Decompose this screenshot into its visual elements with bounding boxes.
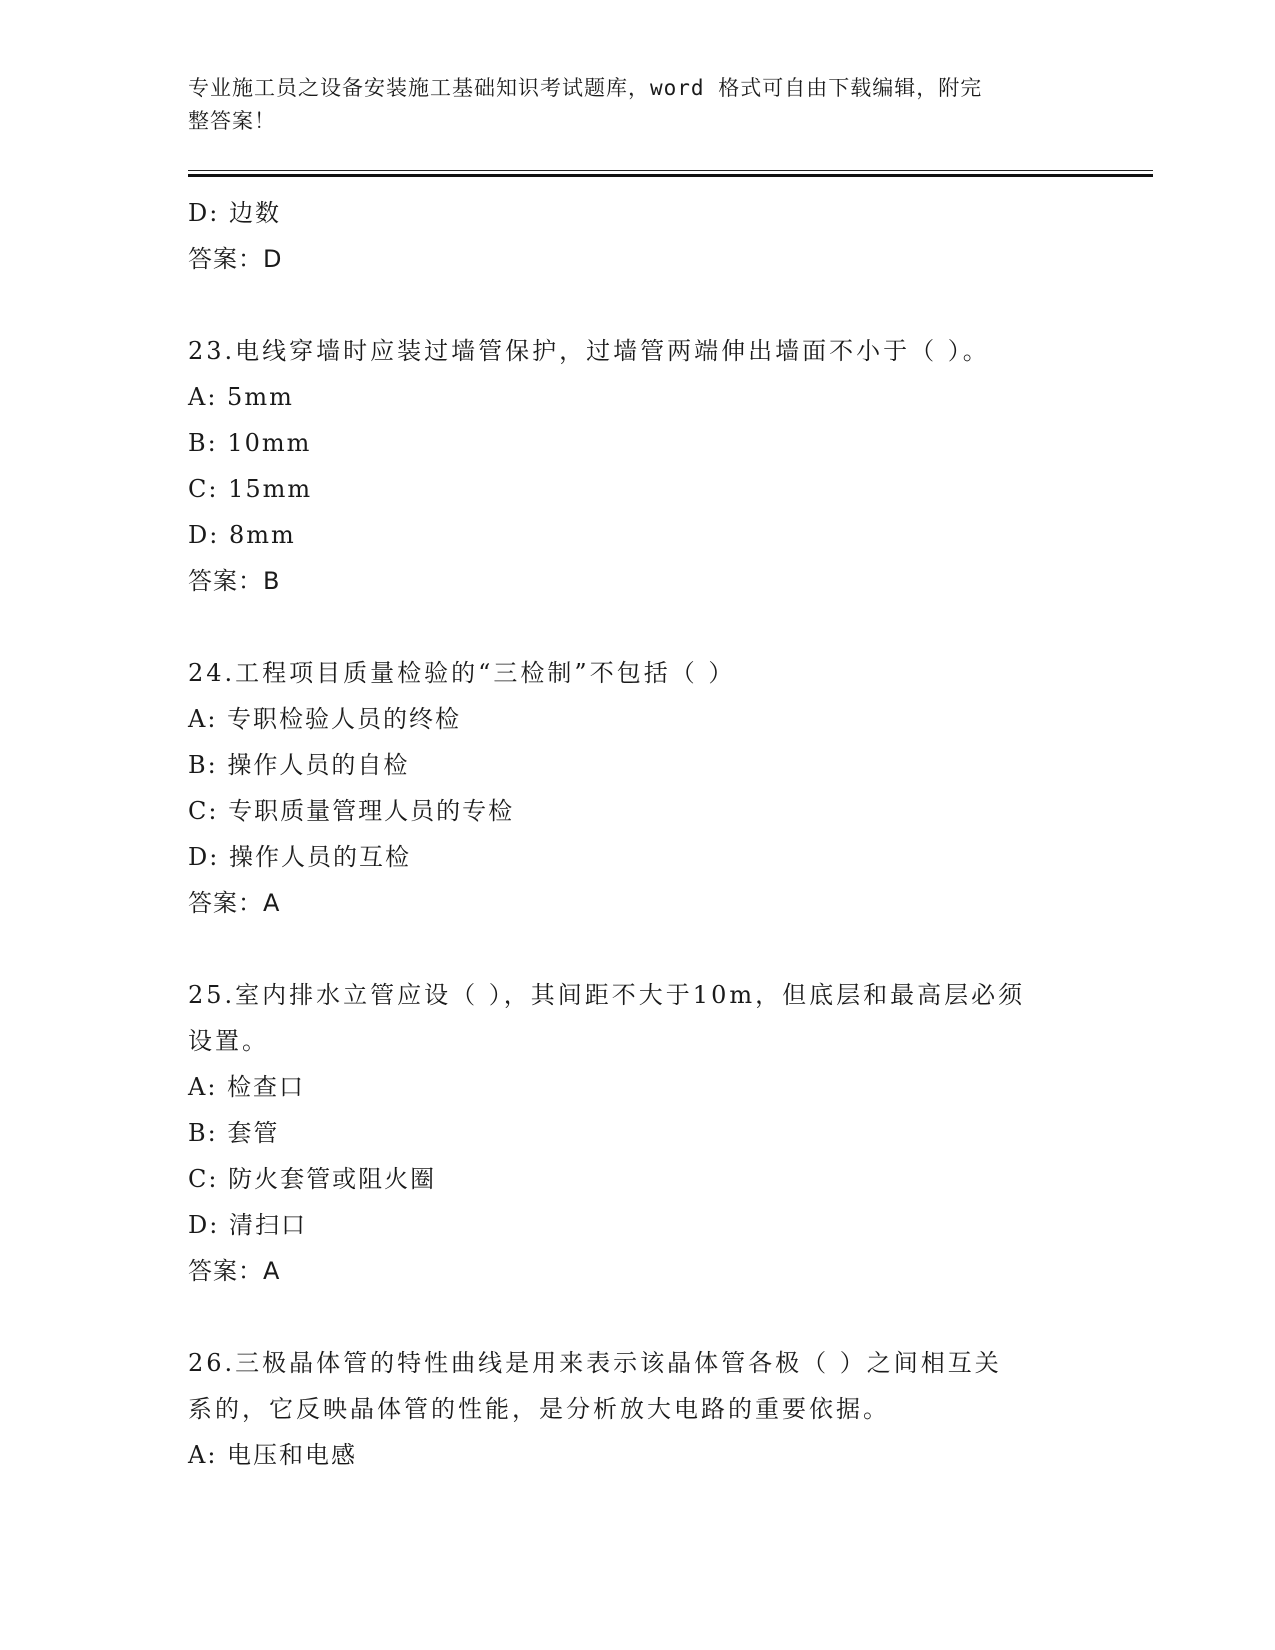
question-24: 24.工程项目质量检验的“三检制”不包括（ ） bbox=[188, 659, 736, 687]
q25-option-a: A: 检查口 bbox=[188, 1073, 306, 1101]
q24-option-c: C: 专职质量管理人员的专检 bbox=[188, 797, 515, 825]
q24-answer: 答案：A bbox=[188, 889, 281, 917]
spacer bbox=[188, 604, 1088, 650]
q23-option-a: A: 5mm bbox=[188, 383, 294, 411]
question-23: 23.电线穿墙时应装过墙管保护，过墙管两端伸出墙面不小于（ ）。 bbox=[188, 337, 990, 365]
prev-option-d: D: 边数 bbox=[188, 199, 281, 227]
question-26-line-2: 系的，它反映晶体管的性能，是分析放大电路的重要依据。 bbox=[188, 1395, 890, 1423]
prev-answer: 答案：D bbox=[188, 245, 283, 273]
q23-option-b: B: 10mm bbox=[188, 429, 312, 457]
q24-option-d: D: 操作人员的互检 bbox=[188, 843, 411, 871]
spacer bbox=[188, 926, 1088, 972]
document-header bbox=[188, 72, 1088, 138]
q25-option-c: C: 防火套管或阻火圈 bbox=[188, 1165, 437, 1193]
q24-option-a: A: 专职检验人员的终检 bbox=[188, 705, 462, 733]
q24-option-b: B: 操作人员的自检 bbox=[188, 751, 410, 779]
question-25-line-2: 设置。 bbox=[188, 1027, 269, 1055]
q25-answer: 答案：A bbox=[188, 1257, 281, 1285]
q26-option-a: A: 电压和电感 bbox=[188, 1441, 358, 1469]
header-line-2: 整答案！ bbox=[188, 109, 276, 133]
header-rule-thick bbox=[188, 174, 1153, 177]
q23-answer: 答案：B bbox=[188, 567, 281, 595]
q23-option-c: C: 15mm bbox=[188, 475, 313, 503]
q23-option-d: D: 8mm bbox=[188, 521, 296, 549]
header-rule-thin bbox=[188, 170, 1153, 171]
q25-option-b: B: 套管 bbox=[188, 1119, 280, 1147]
header-line-1: 专业施工员之设备安装施工基础知识考试题库，word 格式可自由下载编辑，附完 bbox=[188, 76, 983, 100]
question-26-line-1: 26.三极晶体管的特性曲线是用来表示该晶体管各极（ ）之间相互关 bbox=[188, 1349, 1002, 1377]
document-body bbox=[188, 190, 1088, 1478]
spacer bbox=[188, 282, 1088, 328]
question-25-line-1: 25.室内排水立管应设（ ），其间距不大于10m，但底层和最高层必须 bbox=[188, 981, 1026, 1009]
spacer bbox=[188, 1294, 1088, 1340]
q25-option-d: D: 清扫口 bbox=[188, 1211, 307, 1239]
